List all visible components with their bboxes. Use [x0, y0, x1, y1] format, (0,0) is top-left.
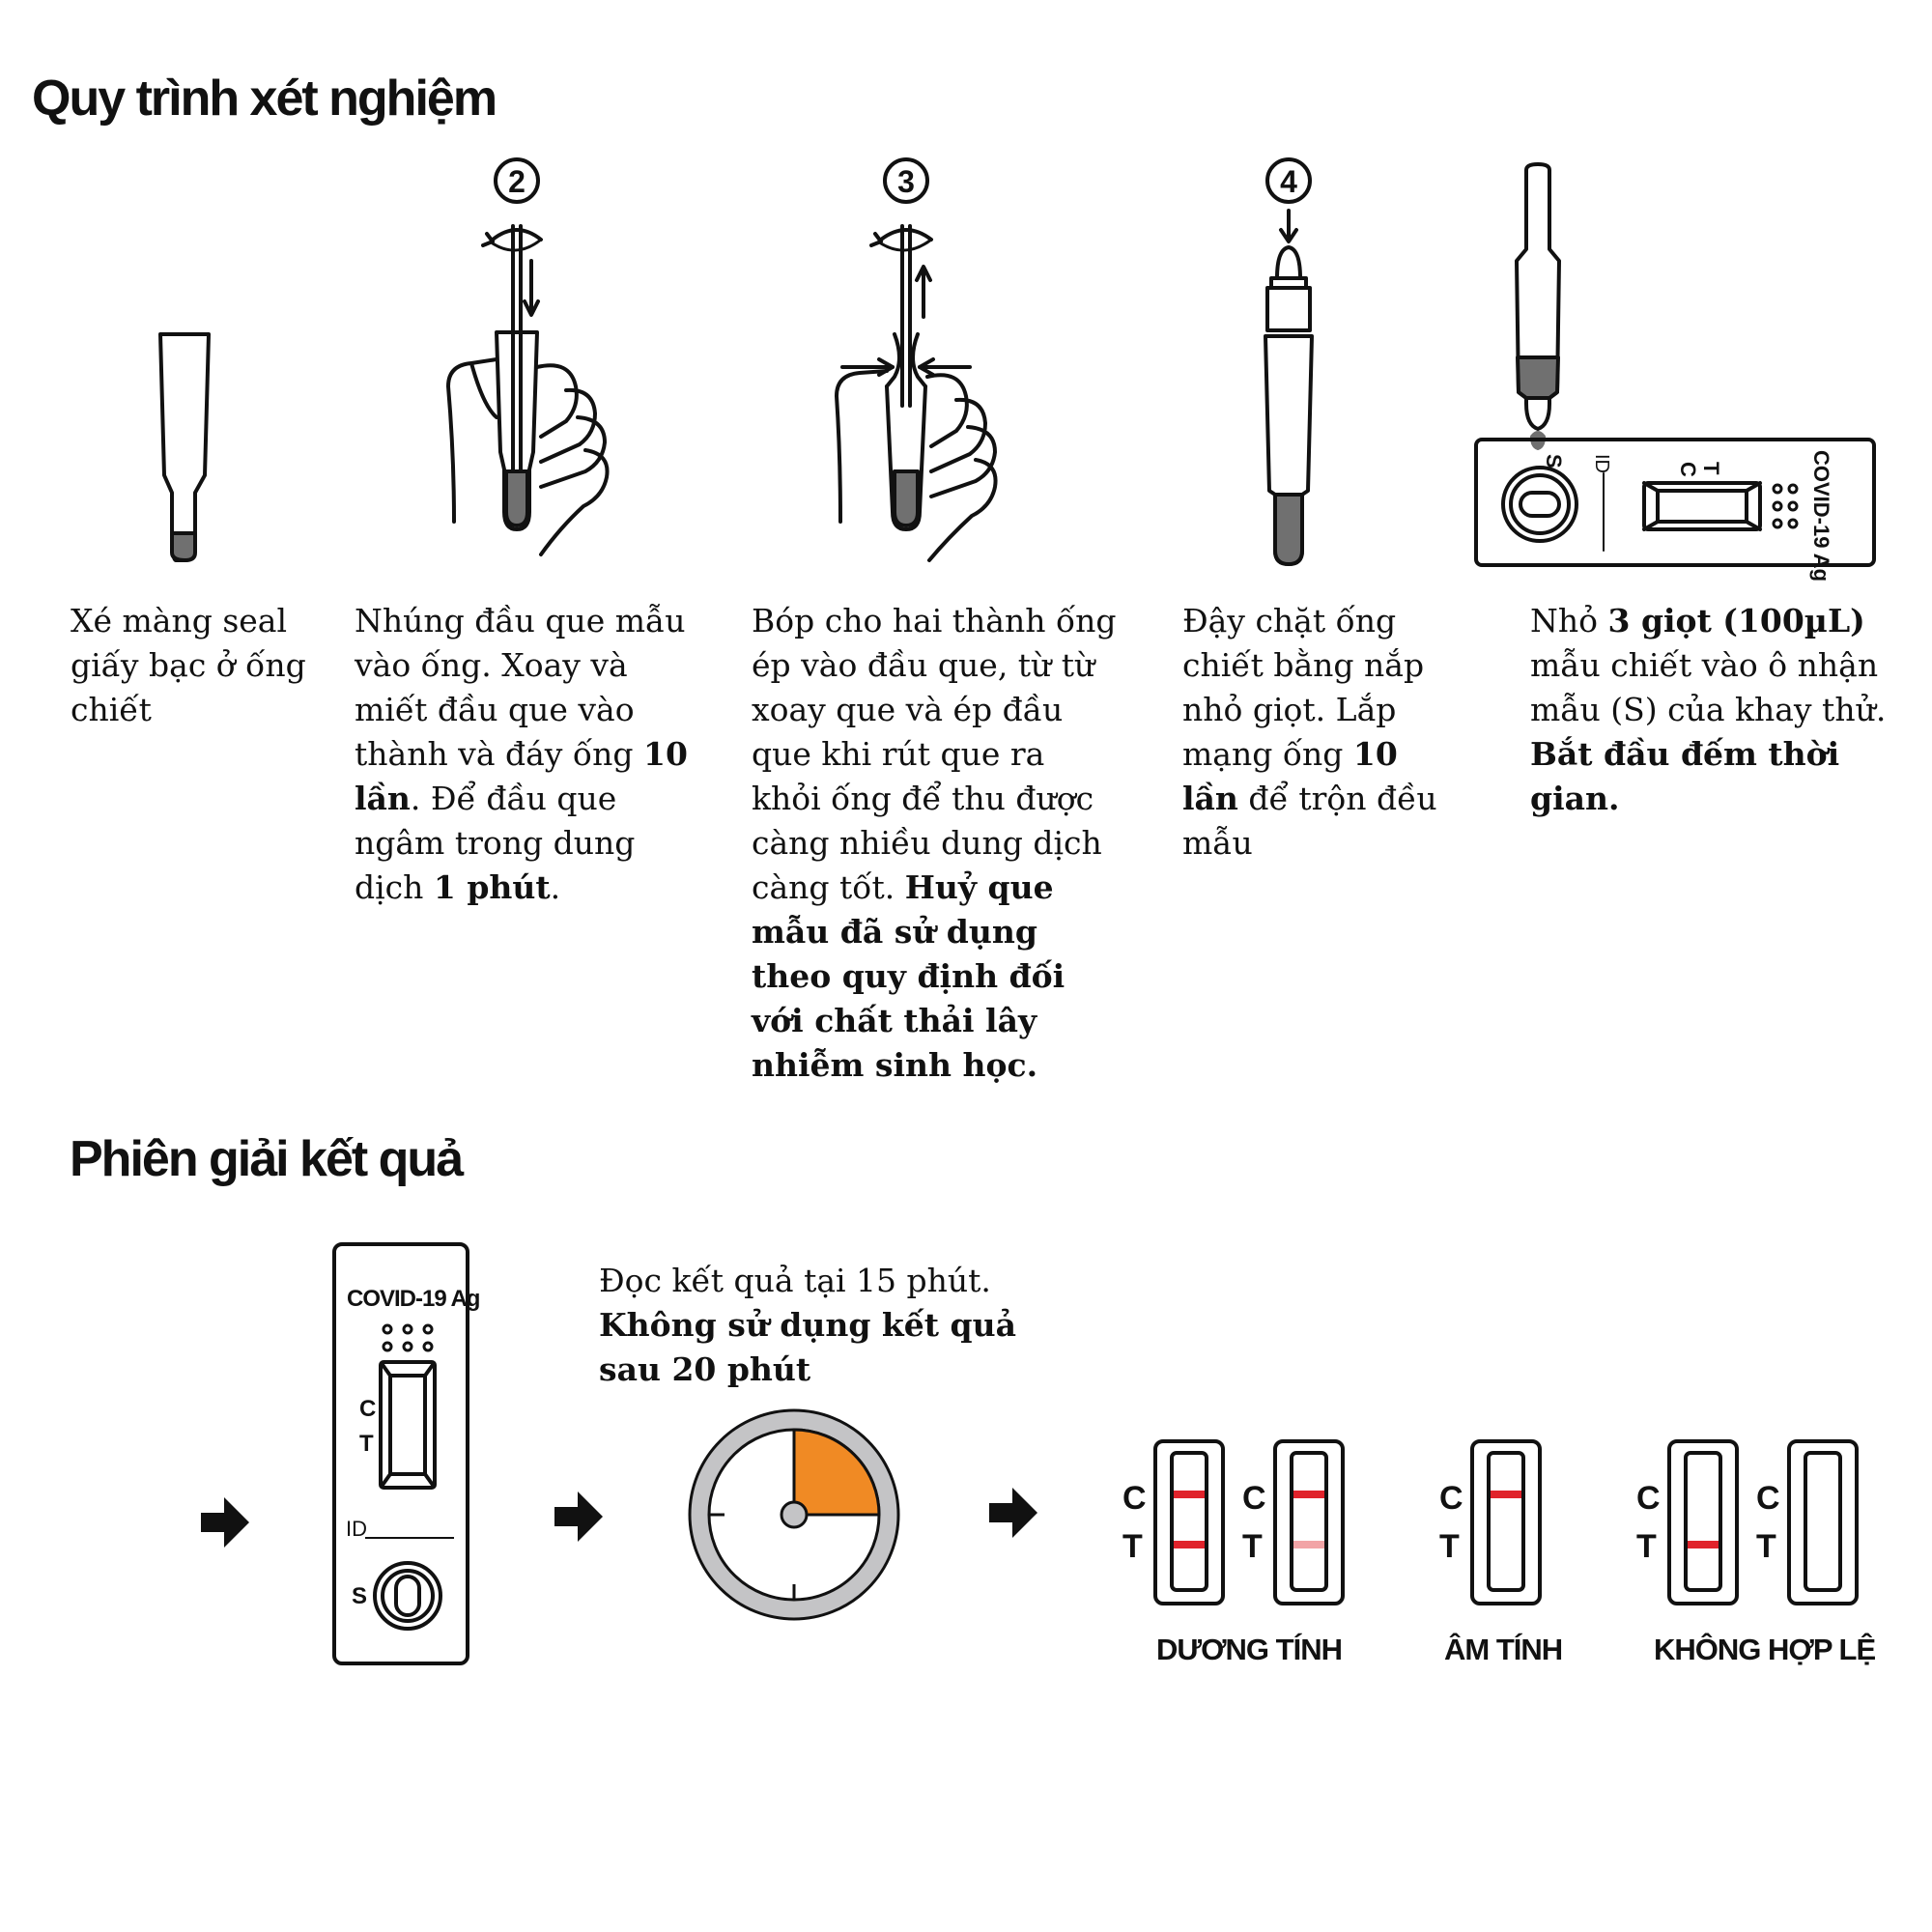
capped-tube-illustration — [1265, 211, 1312, 564]
svg-text:COVID-19 Ag: COVID-19 Ag — [347, 1286, 480, 1312]
result-positive-faint — [1242, 1441, 1343, 1604]
svg-text:C: C — [1676, 462, 1700, 477]
label-positive: DƯƠNG TÍNH — [1156, 1633, 1342, 1666]
extraction-tube-illustration — [160, 334, 209, 560]
svg-text:T: T — [1439, 1528, 1460, 1565]
label-negative: ÂM TÍNH — [1444, 1633, 1563, 1666]
step-1-text: Xé màng seal giấy bạc ở ống chiết — [71, 602, 306, 728]
svg-text:C: C — [1756, 1480, 1780, 1517]
timer-clock — [690, 1410, 898, 1619]
svg-text:C: C — [1636, 1480, 1661, 1517]
label-invalid: KHÔNG HỢP LỆ — [1654, 1633, 1876, 1666]
svg-text:T: T — [359, 1431, 374, 1457]
result-invalid-none — [1756, 1441, 1857, 1604]
interpretation-heading: Phiên giải kết quả — [70, 1131, 463, 1187]
svg-text:T: T — [1699, 462, 1723, 475]
squeeze-tube-illustration — [837, 226, 996, 560]
svg-text:C: C — [1122, 1480, 1147, 1517]
read-time-note: Đọc kết quả tại 15 phút. Không sử dụng kết quả sau 20 phút — [599, 1262, 1016, 1388]
svg-text:C: C — [359, 1396, 377, 1422]
procedure-illustrations — [0, 0, 1932, 599]
step-2-number — [496, 159, 538, 202]
dropper-cassette-illustration — [1476, 164, 1874, 582]
svg-text:T: T — [1636, 1528, 1657, 1565]
arrow-1 — [201, 1497, 249, 1548]
svg-text:C: C — [1242, 1480, 1266, 1517]
step-3-number — [885, 159, 927, 202]
svg-text:ID: ID — [346, 1517, 367, 1541]
svg-text:S: S — [352, 1583, 368, 1609]
svg-text:T: T — [1122, 1528, 1143, 1565]
step-5-text: Nhỏ 3 giọt (100µL) mẫu chiết vào ô nhận mẫu (S) của khay thử. Bắt đầu đếm thời gian. — [1530, 602, 1887, 817]
svg-text:3: 3 — [897, 164, 915, 199]
step-4-text: Đậy chặt ống chiết bằng nắp nhỏ giọt. Lắp mạng ống 10 lần để trộn đều mẫu — [1182, 602, 1437, 862]
svg-text:COVID-19 Ag: COVID-19 Ag — [1809, 450, 1833, 582]
result-negative — [1439, 1441, 1540, 1604]
svg-text:ID: ID — [1591, 454, 1612, 473]
svg-text:2: 2 — [508, 164, 526, 199]
svg-text:T: T — [1242, 1528, 1263, 1565]
step-2-text: Nhúng đầu que mẫu vào ống. Xoay và miết đầu que vào thành và đáy ống 10 lần. Để đầu que ngâm trong dung dịch 1 phút. — [355, 602, 688, 906]
step-4-number — [1267, 159, 1310, 202]
step-3-text: Bóp cho hai thành ống ép vào đầu que, từ từ xoay que và ép đầu que khi rút que ra khỏi ống để thu được càng nhiều dung dịch càng tốt. Huỷ que mẫu đã sử dụng theo quy định đối với chất thải lây nhiễm sinh học. — [752, 602, 1117, 1084]
arrow-3 — [989, 1488, 1037, 1538]
test-cassette — [334, 1244, 480, 1663]
procedure-heading: Quy trình xét nghiệm — [32, 71, 497, 127]
arrow-2 — [554, 1492, 603, 1542]
svg-text:S: S — [1542, 454, 1566, 469]
result-invalid-t-only — [1636, 1441, 1737, 1604]
result-positive-strong — [1122, 1441, 1223, 1604]
svg-text:C: C — [1439, 1480, 1463, 1517]
svg-text:4: 4 — [1280, 164, 1297, 199]
svg-text:T: T — [1756, 1528, 1776, 1565]
swab-in-tube-illustration — [448, 226, 608, 554]
